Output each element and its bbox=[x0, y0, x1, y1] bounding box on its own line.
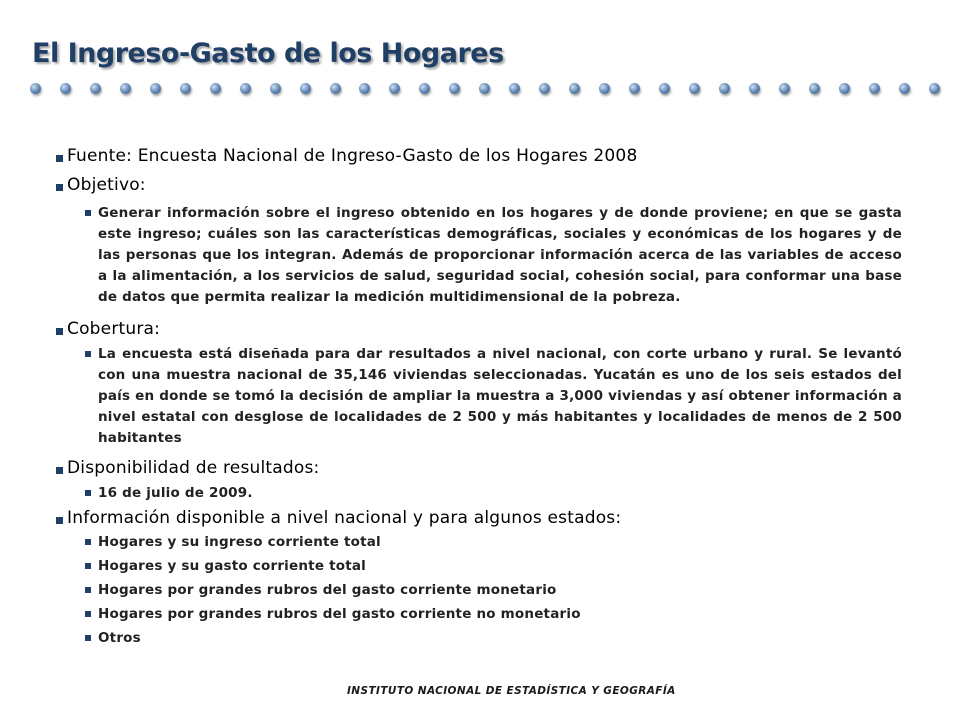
list-item-text: Hogares por grandes rubros del gasto corriente no monetario bbox=[98, 606, 581, 622]
square-bullet-icon bbox=[56, 184, 63, 191]
decorative-dot-divider bbox=[30, 78, 940, 98]
dot-icon bbox=[779, 83, 790, 94]
bullet-informacion bbox=[56, 508, 902, 528]
dot-icon bbox=[899, 83, 910, 94]
dot-icon bbox=[599, 83, 610, 94]
dot-icon bbox=[569, 83, 580, 94]
fuente-text: Fuente: Encuesta Nacional de Ingreso-Gasto de los Hogares 2008 bbox=[67, 146, 638, 166]
disponibilidad-text: 16 de julio de 2009. bbox=[98, 485, 253, 501]
dot-icon bbox=[120, 83, 131, 94]
dot-icon bbox=[30, 83, 41, 94]
footer-institution: INSTITUTO NACIONAL DE ESTADÍSTICA Y GEOGRAFÍA bbox=[347, 685, 676, 697]
square-bullet-icon bbox=[56, 517, 63, 524]
dot-icon bbox=[419, 83, 430, 94]
slide-title: El Ingreso-Gasto de los Hogares bbox=[32, 38, 504, 69]
disponibilidad-description bbox=[85, 483, 902, 504]
dot-icon bbox=[270, 83, 281, 94]
bullet-disponibilidad bbox=[56, 458, 902, 478]
dot-icon bbox=[689, 83, 700, 94]
dot-icon bbox=[839, 83, 850, 94]
dot-icon bbox=[300, 83, 311, 94]
square-bullet-icon bbox=[85, 635, 91, 641]
dot-icon bbox=[210, 83, 221, 94]
dot-icon bbox=[90, 83, 101, 94]
bullet-objetivo bbox=[56, 175, 902, 195]
dot-icon bbox=[539, 83, 550, 94]
dot-icon bbox=[330, 83, 341, 94]
objetivo-text: Generar información sobre el ingreso obtenido en los hogares y de donde proviene; en que se gasta este ingreso; cuáles son las características demográficas, sociales y económicas de los hogares y de las personas que los integran. Además de proporcionar información acerca de las variables de acceso a la alimentación, a los servicios de salud, seguridad social, cohesión social, para conformar una base de datos que permita realizar la medición multidimensional de la pobreza. bbox=[98, 205, 902, 305]
square-bullet-icon bbox=[85, 490, 91, 496]
square-bullet-icon bbox=[85, 539, 91, 545]
dot-icon bbox=[629, 83, 640, 94]
dot-icon bbox=[389, 83, 400, 94]
dot-icon bbox=[929, 83, 940, 94]
list-item-text: Hogares y su ingreso corriente total bbox=[98, 534, 381, 550]
list-item-text: Otros bbox=[98, 630, 141, 646]
slide-content bbox=[56, 146, 902, 649]
objetivo-heading: Objetivo: bbox=[67, 175, 146, 195]
dot-icon bbox=[809, 83, 820, 94]
square-bullet-icon bbox=[85, 351, 91, 357]
list-item bbox=[85, 604, 902, 625]
list-item-text: Hogares por grandes rubros del gasto corriente monetario bbox=[98, 582, 557, 598]
square-bullet-icon bbox=[85, 210, 91, 216]
cobertura-heading: Cobertura: bbox=[67, 319, 161, 339]
dot-icon bbox=[180, 83, 191, 94]
dot-icon bbox=[719, 83, 730, 94]
disponibilidad-heading: Disponibilidad de resultados: bbox=[67, 458, 320, 478]
list-item bbox=[85, 556, 902, 577]
list-item bbox=[85, 532, 902, 553]
square-bullet-icon bbox=[56, 155, 63, 162]
dot-icon bbox=[509, 83, 520, 94]
square-bullet-icon bbox=[85, 611, 91, 617]
square-bullet-icon bbox=[56, 467, 63, 474]
bullet-fuente bbox=[56, 146, 902, 166]
square-bullet-icon bbox=[85, 587, 91, 593]
dot-icon bbox=[60, 83, 71, 94]
bullet-cobertura bbox=[56, 319, 902, 339]
list-item bbox=[85, 628, 902, 649]
dot-icon bbox=[150, 83, 161, 94]
dot-icon bbox=[240, 83, 251, 94]
dot-icon bbox=[659, 83, 670, 94]
list-item-text: Hogares y su gasto corriente total bbox=[98, 558, 366, 574]
cobertura-description bbox=[85, 344, 902, 449]
square-bullet-icon bbox=[56, 328, 63, 335]
cobertura-text: La encuesta está diseñada para dar resultados a nivel nacional, con corte urbano y rural. Se levantó con una muestra nacional de 35,146 viviendas seleccionadas. Yucatán es uno de los seis estados del país en donde se tomó la decisión de ampliar la muestra a 3,000 viviendas y así obtener información a nivel estatal con desglose de localidades de 2 500 y más habitantes y localidades de menos de 2 500 habitantes bbox=[98, 346, 902, 446]
square-bullet-icon bbox=[85, 563, 91, 569]
informacion-heading: Información disponible a nivel nacional y para algunos estados: bbox=[67, 508, 622, 528]
objetivo-description bbox=[85, 203, 902, 308]
dot-icon bbox=[359, 83, 370, 94]
dot-icon bbox=[749, 83, 760, 94]
dot-icon bbox=[869, 83, 880, 94]
dot-icon bbox=[479, 83, 490, 94]
list-item bbox=[85, 580, 902, 601]
dot-icon bbox=[449, 83, 460, 94]
